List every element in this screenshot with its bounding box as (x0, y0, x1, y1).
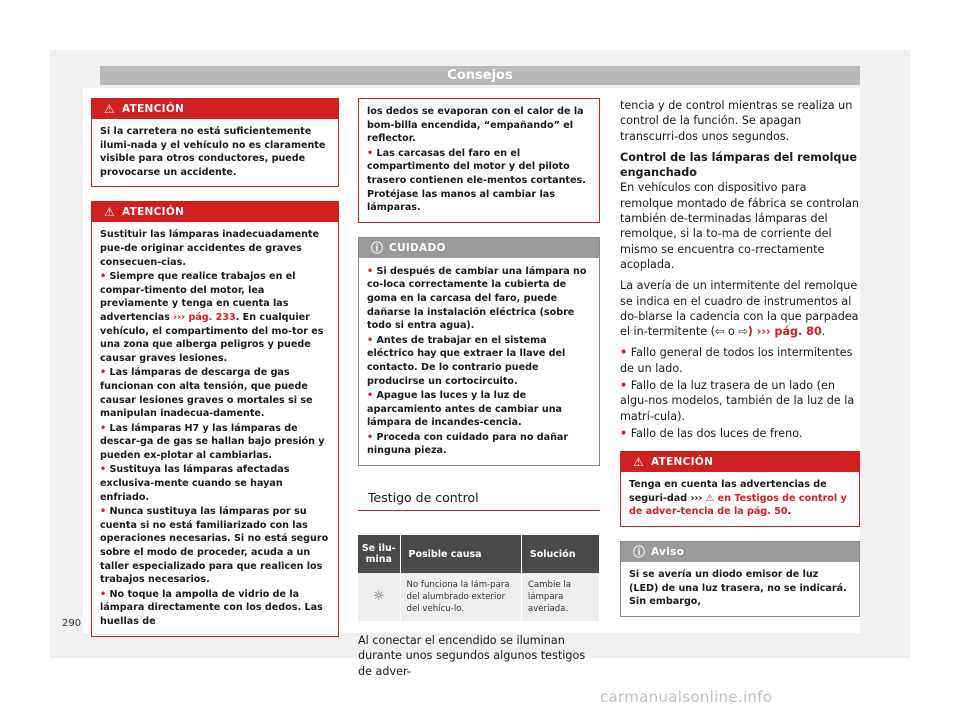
page-link-233[interactable]: ››› pág. 233 (173, 311, 236, 323)
warning-header: ⚠ ATENCIÓN (92, 99, 338, 119)
caution-body (359, 258, 599, 465)
warning-triangle-icon: ⚠ (104, 205, 116, 220)
notice-body: Si se avería un diodo emisor de luz (LED) de una luz trasera, no se indicará. Sin embargo, (629, 569, 847, 608)
list-item: • No toque la ampolla de vidrio de la lámpara directamente con los dedos. Las huellas de (100, 588, 323, 627)
column-3 (620, 98, 860, 631)
list-item: • Proceda con cuidado para no dañar ninguna pieza. (367, 431, 569, 457)
caution-header: ⓘ CUIDADO (359, 238, 599, 258)
warning-box-lamp-replacement (91, 201, 339, 636)
list-item: • Las carcasas del faro en el compartimento del motor y del piloto trasero contienen ele-mentos cortantes. Protéjase las manos al cambiar las lámparas. (367, 147, 586, 214)
list-item: • Antes de trabajar en el sistema eléctrico hay que extraer la llave del contacto. De lo contrario puede producirse un cortocircuito. (367, 334, 566, 387)
body-text: tencia y de control mientras se realiza un control de la función. Se apagan transcurri-dos unos segundos. Control de las lámparas del remolque enganchado En vehículos con dispositivo para remolque montado de fábrica se controlan también de-terminadas lámparas del remolque, si la to-ma de corriente del mismo se encuentra co-rrectamente acoplada. La avería de un intermitente del remolque se indica en el cuadro de instrumentos al do-blarse la cadencia con la que parpadea el in-termitente (⇦ o ⇨) ››› pág. 80. • Fallo general de todos los intermitentes de un lado. • Fallo de la luz trasera de un lado (en algu-nos modelos, también de la luz de la matrí-cula). • Fallo de las dos luces de freno. (620, 99, 859, 440)
page-link-50[interactable]: en Testigos de control y de adver-tencia de la pág. 50 (629, 492, 847, 518)
trailer-indicator-paragraph: La avería de un intermitente del remolque se indica en el cuadro de instrumentos al do-blarse la cadencia con la que parpadea el in-termitente (⇦ o ⇨) ››› pág. 80. (620, 279, 859, 339)
list-item: • Fallo de la luz trasera de un lado (en algu-nos modelos, también de la luz de la matrí-cula). (620, 379, 855, 423)
table-row (358, 573, 600, 621)
warning-header: ⚠ ATENCIÓN (621, 452, 859, 472)
list-item: • Apague las luces y la luz de aparcamiento antes de cambiar una lámpara de incandes-cencia. (367, 390, 562, 429)
subheading-trailer: Control de las lámparas del remolque enganchado (620, 150, 857, 180)
list-item: • Nunca sustituya las lámparas por su cuenta si no está familiarizado con las operaciones necesarias. Si no está seguro sobre el modo de proceder, acuda a un taller especializado para que realicen los trabajos necesarios. (100, 506, 329, 586)
warning-triangle-icon: ⚠ (104, 102, 116, 116)
warning-body: Tenga en cuenta las advertencias de seguri-dad ››› ⚠ en Testigos de control y de adver-tencia de la pág. 50. (629, 479, 847, 518)
warning-box-safety (620, 451, 860, 527)
table-cell: Cambie la lámpara averiada. (521, 573, 599, 621)
notice-header: ⓘ Aviso (621, 542, 859, 562)
list-item: • Las lámparas H7 y las lámparas de descar-ga de gas se hallan bajo presión y pueden ex-plotar al cambiarlas. (100, 422, 325, 461)
list-item: • Si después de cambiar una lámpara no co-loca correctamente la cubierta de goma en la carcasa del faro, puede dañarse la instalación eléctrica (sobre todo si entra agua). (367, 265, 587, 332)
page-link-80[interactable]: ) ››› pág. 80 (747, 325, 822, 339)
section-header: Consejos (100, 66, 860, 85)
caution-circle-icon: ⓘ (371, 240, 384, 255)
list-item: • Fallo general de todos los intermitentes de un lado. (620, 346, 853, 375)
list-item: • Sustituya las lámparas afectadas exclusiva-mente cuando se hayan enfriado. (100, 464, 290, 503)
warning-box-dark-road (91, 98, 339, 187)
table-header: Solución (521, 535, 599, 573)
info-icon: ⓘ (633, 545, 646, 560)
list-item: • Fallo de las dos luces de freno. (620, 426, 803, 440)
turn-right-icon: ⇨ (738, 325, 748, 339)
column-2 (358, 98, 600, 685)
turn-left-icon: ⇦ (715, 325, 725, 339)
column-1 (91, 98, 339, 651)
table-cell: No funciona la lám-para del alumbrado exterior del vehícu-lo. (400, 573, 521, 621)
notice-box (620, 541, 860, 617)
warning-body: Si la carretera no está suficientemente ilumi-nada y el vehículo no es claramente visible para otros conductores, puede provocarse un accidente. (100, 126, 326, 178)
watermark: carmanualsonline.info (600, 688, 773, 706)
page-number: 290 (62, 618, 82, 629)
section-title-testigo: Testigo de control (368, 490, 479, 506)
table-header: Se ilu-mina (358, 535, 400, 573)
caution-box (358, 237, 600, 466)
control-lamp-table (358, 535, 600, 621)
warning-header: ⚠ ATENCIÓN (92, 202, 338, 222)
after-table-text: Al conectar el encendido se iluminan durante unos segundos algunos testigos de adver- (358, 634, 586, 678)
warning-body: Sustituir las lámparas inadecuadamente pue-de originar accidentes de graves consecuen-cias. • Siempre que realice trabajos en el compar-timento del motor, lea previamente y tenga en cuenta las advertencias ››› pág. 233. En cualquier vehículo, el compartimento del mo-tor es una zona que alberga peligros y puede causar graves lesiones. • Las lámparas de descarga de gas funcionan con alta tensión, que puede causar lesiones graves o mortales si se manipulan inadecua-damente. • Las lámparas H7 y las lámparas de descar-ga de gas se hallan bajo presión y pueden ex-plotar al cambiarlas. • Sustituya las lámparas afectadas exclusiva-mente cuando se hayan enfriado. • Nunca sustituya las lámparas por su cuenta si no está familiarizado con las operaciones necesarias. Si no está seguro sobre el modo de proceder, acuda a un taller especializado para que realicen los trabajos necesarios. • No toque la ampolla de vidrio de la lámpara directamente con los dedos. Las huellas de (100, 229, 329, 627)
warning-box-continued (358, 98, 600, 223)
lamp-icon: ☼ (358, 573, 400, 621)
list-item: • Las lámparas de descarga de gas funcionan con alta tensión, que puede causar lesiones graves o mortales si se manipulan inadecua-damente. (100, 367, 313, 420)
list-item: • Siempre que realice trabajos en el compar-timento del motor, lea previamente y tenga en cuenta las advertencias ››› pág. 233. En cualquier vehículo, el compartimento del mo-tor es una zona que alberga peligros y puede causar graves lesiones. (100, 271, 324, 364)
warning-body: los dedos se evaporan con el calor de la bom-billa encendida, “empañando” el reflector. • Las carcasas del faro en el compartimento del motor y del piloto trasero contienen ele-mentos cortantes. Protéjase las manos al cambiar las lámparas. (359, 99, 599, 222)
warning-triangle-icon: ⚠ (705, 492, 715, 504)
warning-triangle-icon: ⚠ (633, 455, 645, 470)
section-divider (358, 510, 600, 511)
table-header: Posible causa (400, 535, 521, 573)
